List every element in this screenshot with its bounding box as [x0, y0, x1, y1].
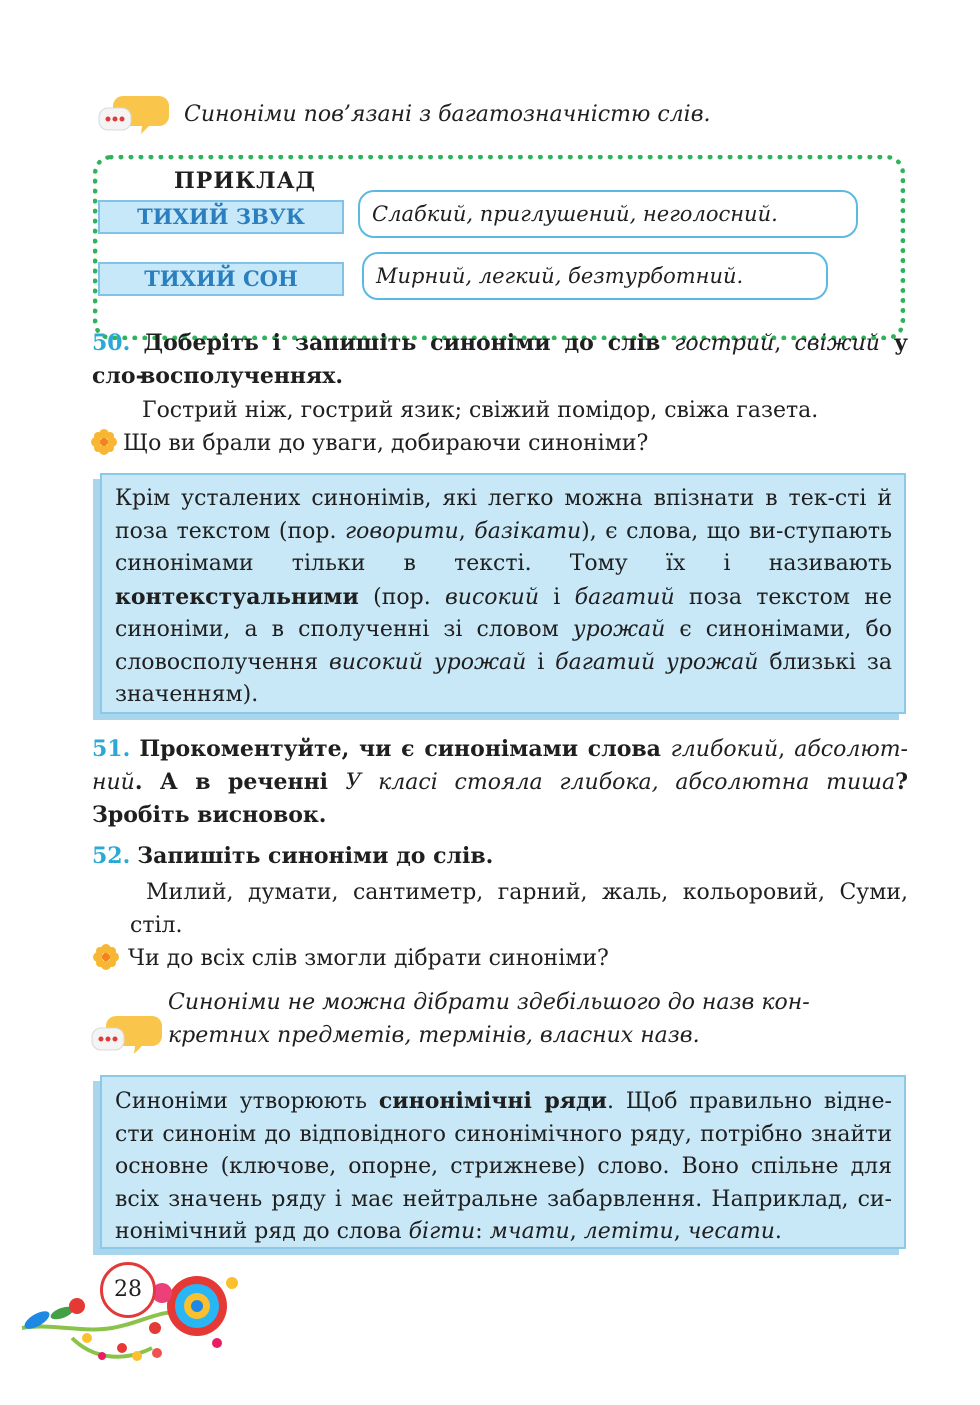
example-synonyms-quiet-sleep: Мирний, легкий, безтурботний.	[362, 252, 828, 300]
example-word-quiet-sleep: ТИХИЙ СОН	[98, 262, 344, 296]
exercise-number: 52.	[92, 843, 131, 869]
info-box-contextual-synonyms: Крім усталених синонімів, які легко можна впізнати в тек-сті й поза текстом (пор. говорити, базікати), є слова, що ви-ступають синонімами тільки в тексті. Тому їх і називають контекстуальними (пор. високий і багатий поза текстом не синоніми, а в сполученні зі словом урожай є синонімами, бо словосполучення високий урожай і багатий урожай близькі за значенням).	[100, 473, 906, 714]
chat-bubble-icon	[90, 1012, 164, 1056]
exercise-number: 51.	[92, 736, 131, 762]
exercise-51-task: 51. Прокоментуйте, чи є синонімами слова глибокий, абсолют-ний. А в реченні У класі стояла глибока, абсолютна тиша? Зробіть висновок.	[92, 736, 908, 828]
example-heading: ПРИКЛАД	[174, 168, 317, 194]
example-synonyms-quiet-sound: Слабкий, приглушений, неголосний.	[358, 190, 858, 238]
exercise-52-task: 52. Запишіть синоніми до слів.	[92, 843, 494, 869]
exercise-50-task-cont: восполученнях.	[140, 363, 344, 389]
exercise-52-question: Чи до всіх слів змогли дібрати синоніми?	[128, 946, 609, 971]
flower-icon	[91, 429, 117, 455]
exercise-number: 50.	[92, 330, 131, 356]
exercise-50-task: 50. Доберіть і запишіть синоніми до слів гострий, свіжий у сло-	[92, 330, 908, 389]
info-box-synonymic-rows: Синоніми утворюють синонімічні ряди. Щоб правильно відне-сти синонім до відповідного синонімічного ряду, потрібно знайти основне (ключове, опорне, стрижневе) слово. Воно спільне для всіх значень ряду і має нейтральне забарвлення. Наприклад, си-нонімічний ряд до слова бігти: мчати, летіти, чесати.	[100, 1075, 906, 1249]
exercise-52-text: Милий, думати, сантиметр, гарний, жаль, кольоровий, Суми, стіл.	[130, 880, 908, 938]
note-no-synonyms: Синоніми не можна дібрати здебільшого до назв кон-кретних предметів, термінів, власних назв.	[168, 990, 810, 1048]
exercise-50-question: Що ви брали до уваги, добираючи синоніми?	[123, 431, 649, 456]
page-number: 28	[100, 1262, 156, 1318]
example-word-quiet-sound: ТИХИЙ ЗВУК	[98, 200, 344, 234]
flower-icon	[93, 944, 119, 970]
note-synonyms-polysemy: Синоніми пов’язані з багатозначністю слів.	[184, 102, 711, 127]
exercise-50-text: Гострий ніж, гострий язик; свіжий помідор, свіжа газета.	[142, 398, 819, 423]
chat-bubble-icon	[97, 92, 171, 136]
